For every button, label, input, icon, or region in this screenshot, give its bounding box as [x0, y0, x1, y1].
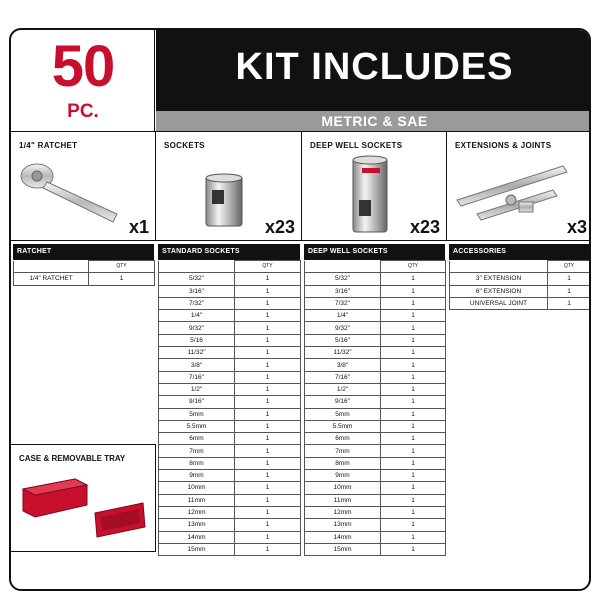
table-row [305, 371, 446, 383]
table-row [450, 273, 591, 285]
item-cell: 3/8" [159, 359, 235, 371]
qty-cell: 1 [381, 359, 446, 371]
table-row [159, 334, 301, 346]
table-cell-empty [305, 261, 381, 273]
table-row [305, 273, 446, 285]
table-row [305, 347, 446, 359]
qty-cell: 1 [381, 519, 446, 531]
qty-cell: 1 [381, 310, 446, 322]
item-cell: 5mm [305, 408, 381, 420]
panel-sockets [156, 132, 302, 240]
panel-title: SOCKETS [164, 141, 205, 150]
table-row [305, 457, 446, 469]
qty-header: QTY [548, 261, 591, 273]
item-cell: 9/32" [159, 322, 235, 334]
table-row [305, 519, 446, 531]
panel-deep-sockets [302, 132, 447, 240]
deep-socket-image [348, 154, 392, 236]
item-cell: 5.5mm [159, 420, 235, 432]
qty-cell: 1 [381, 433, 446, 445]
item-cell: 6mm [305, 433, 381, 445]
table-row [159, 470, 301, 482]
qty-cell: 1 [235, 371, 301, 383]
qty-cell: 1 [235, 457, 301, 469]
qty-cell: 1 [235, 470, 301, 482]
item-cell: 5.5mm [305, 420, 381, 432]
item-cell: 1/4" RATCHET [14, 273, 89, 285]
item-cell: 9/16" [159, 396, 235, 408]
subtitle-bar: METRIC & SAE [156, 111, 591, 131]
divider [11, 240, 591, 241]
table-row [159, 273, 301, 285]
table-row [159, 494, 301, 506]
qty-cell: 1 [381, 408, 446, 420]
item-cell: 7/32" [305, 297, 381, 309]
item-cell: 9mm [159, 470, 235, 482]
qty-cell: 1 [381, 285, 446, 297]
item-cell: 3/16" [305, 285, 381, 297]
item-cell: 7/32" [159, 297, 235, 309]
table-row [159, 347, 301, 359]
table-row [450, 285, 591, 297]
item-cell: 11/32" [159, 347, 235, 359]
item-cell: 7/16" [305, 371, 381, 383]
item-cell: 5mm [159, 408, 235, 420]
qty-cell: 1 [235, 347, 301, 359]
table-row [305, 396, 446, 408]
table-cell-empty [159, 261, 235, 273]
qty-cell: 1 [381, 334, 446, 346]
socket-image [200, 172, 250, 232]
table-row [159, 383, 301, 395]
table-row [450, 297, 591, 309]
qty-cell: 1 [381, 347, 446, 359]
qty-cell: 1 [235, 445, 301, 457]
table-row [159, 396, 301, 408]
table-row [305, 261, 446, 273]
table-row [159, 297, 301, 309]
qty-cell: 1 [235, 494, 301, 506]
table-row [159, 482, 301, 494]
qty-cell: 1 [381, 273, 446, 285]
qty-cell: 1 [381, 482, 446, 494]
table-row [159, 310, 301, 322]
item-cell: 14mm [159, 531, 235, 543]
item-cell: 5/32" [159, 273, 235, 285]
table-row [305, 383, 446, 395]
table-row [14, 261, 155, 273]
qty-cell: 1 [235, 310, 301, 322]
qty-cell: 1 [235, 519, 301, 531]
kit-card [9, 28, 591, 591]
table-row [159, 322, 301, 334]
qty-cell: 1 [381, 297, 446, 309]
qty-cell: 1 [381, 457, 446, 469]
qty-header: QTY [235, 261, 301, 273]
table-row [305, 506, 446, 518]
page-title: KIT INCLUDES [235, 46, 514, 88]
qty-cell: 1 [381, 445, 446, 457]
piece-count-block [11, 30, 155, 131]
panel-qty: x23 [409, 217, 440, 237]
panel-extensions [447, 132, 591, 240]
item-cell: 15mm [305, 543, 381, 555]
item-cell: 6" EXTENSION [450, 285, 548, 297]
qty-cell: 1 [381, 383, 446, 395]
qty-cell: 1 [235, 420, 301, 432]
qty-cell: 1 [89, 273, 155, 285]
table-row [305, 297, 446, 309]
table-cell-empty [450, 261, 548, 273]
table-row [305, 408, 446, 420]
table-row [159, 285, 301, 297]
table-row [159, 531, 301, 543]
case-panel [11, 444, 156, 552]
item-cell: 15mm [159, 543, 235, 555]
panel-qty: x23 [264, 217, 295, 237]
panel-title: 1/4" RATCHET [19, 141, 78, 150]
qty-header: QTY [381, 261, 446, 273]
panel-qty: x3 [566, 217, 587, 237]
table-row [159, 408, 301, 420]
item-cell: 5/16" [305, 334, 381, 346]
table-row [450, 261, 591, 273]
qty-cell: 1 [235, 285, 301, 297]
item-cell: 3/8" [305, 359, 381, 371]
table-row [159, 543, 301, 555]
ratchet-table [13, 244, 154, 286]
piece-count-number: 50 [51, 34, 115, 99]
qty-cell: 1 [235, 482, 301, 494]
table-row [159, 261, 301, 273]
table-row [159, 519, 301, 531]
qty-cell: 1 [235, 433, 301, 445]
qty-cell: 1 [235, 297, 301, 309]
qty-cell: 1 [235, 506, 301, 518]
item-cell: 11mm [159, 494, 235, 506]
table-row [305, 334, 446, 346]
table-row [159, 420, 301, 432]
table-row [305, 359, 446, 371]
table-row [305, 445, 446, 457]
item-cell: 12mm [159, 506, 235, 518]
item-cell: 9/32" [305, 322, 381, 334]
item-cell: 3" EXTENSION [450, 273, 548, 285]
table-row [305, 322, 446, 334]
table-header: DEEP WELL SOCKETS [304, 244, 445, 260]
qty-cell: 1 [381, 420, 446, 432]
item-cell: 8mm [305, 457, 381, 469]
standard-sockets-table [158, 244, 300, 556]
item-cell: 7/16" [159, 371, 235, 383]
qty-cell: 1 [548, 297, 591, 309]
table-row [159, 433, 301, 445]
item-cell: 11mm [305, 494, 381, 506]
qty-cell: 1 [235, 322, 301, 334]
item-cell: 1/2" [159, 383, 235, 395]
item-cell: 5/16 [159, 334, 235, 346]
table-header: ACCESSORIES [449, 244, 590, 260]
table-header: STANDARD SOCKETS [158, 244, 300, 260]
qty-cell: 1 [235, 543, 301, 555]
item-cell: 1/4" [159, 310, 235, 322]
item-cell: 10mm [159, 482, 235, 494]
item-cell: 3/16" [159, 285, 235, 297]
table-row [159, 445, 301, 457]
table-row [305, 285, 446, 297]
ratchet-image [17, 158, 127, 228]
table-row [305, 531, 446, 543]
item-cell: 9/16" [305, 396, 381, 408]
qty-header: QTY [89, 261, 155, 273]
item-cell: 12mm [305, 506, 381, 518]
table-row [159, 359, 301, 371]
table-row [305, 310, 446, 322]
table-row [305, 494, 446, 506]
item-cell: 7mm [305, 445, 381, 457]
table-cell-empty [14, 261, 89, 273]
title-bar [156, 30, 591, 111]
table-row [14, 273, 155, 285]
qty-cell: 1 [235, 273, 301, 285]
item-cell: 13mm [159, 519, 235, 531]
qty-cell: 1 [548, 285, 591, 297]
panel-title: EXTENSIONS & JOINTS [455, 141, 552, 150]
qty-cell: 1 [235, 359, 301, 371]
item-cell: 13mm [305, 519, 381, 531]
item-cell: UNIVERSAL JOINT [450, 297, 548, 309]
case-title: CASE & REMOVABLE TRAY [19, 454, 126, 463]
table-row [159, 457, 301, 469]
item-cell: 7mm [159, 445, 235, 457]
case-image [15, 471, 149, 547]
item-cell: 14mm [305, 531, 381, 543]
qty-cell: 1 [381, 470, 446, 482]
table-row [305, 470, 446, 482]
qty-cell: 1 [548, 273, 591, 285]
table-header: RATCHET [13, 244, 154, 260]
table-row [159, 371, 301, 383]
extensions-image [453, 158, 573, 228]
qty-cell: 1 [235, 383, 301, 395]
qty-cell: 1 [235, 396, 301, 408]
table-row [305, 433, 446, 445]
qty-cell: 1 [381, 543, 446, 555]
panel-qty: x1 [128, 217, 149, 237]
table-row [305, 543, 446, 555]
qty-cell: 1 [235, 334, 301, 346]
accessories-table [449, 244, 590, 310]
table-row [159, 506, 301, 518]
panel-ratchet [11, 132, 156, 240]
qty-cell: 1 [235, 408, 301, 420]
qty-cell: 1 [381, 322, 446, 334]
item-cell: 1/4" [305, 310, 381, 322]
qty-cell: 1 [381, 531, 446, 543]
table-row [305, 482, 446, 494]
qty-cell: 1 [381, 396, 446, 408]
piece-count-unit: PC. [67, 101, 99, 122]
item-cell: 9mm [305, 470, 381, 482]
deep-sockets-table [304, 244, 445, 556]
item-cell: 5/32" [305, 273, 381, 285]
qty-cell: 1 [381, 506, 446, 518]
item-cell: 11/32" [305, 347, 381, 359]
item-cell: 1/2" [305, 383, 381, 395]
qty-cell: 1 [381, 494, 446, 506]
item-cell: 10mm [305, 482, 381, 494]
item-cell: 8mm [159, 457, 235, 469]
item-cell: 6mm [159, 433, 235, 445]
qty-cell: 1 [381, 371, 446, 383]
table-row [305, 420, 446, 432]
panel-title: DEEP WELL SOCKETS [310, 141, 403, 150]
qty-cell: 1 [235, 531, 301, 543]
